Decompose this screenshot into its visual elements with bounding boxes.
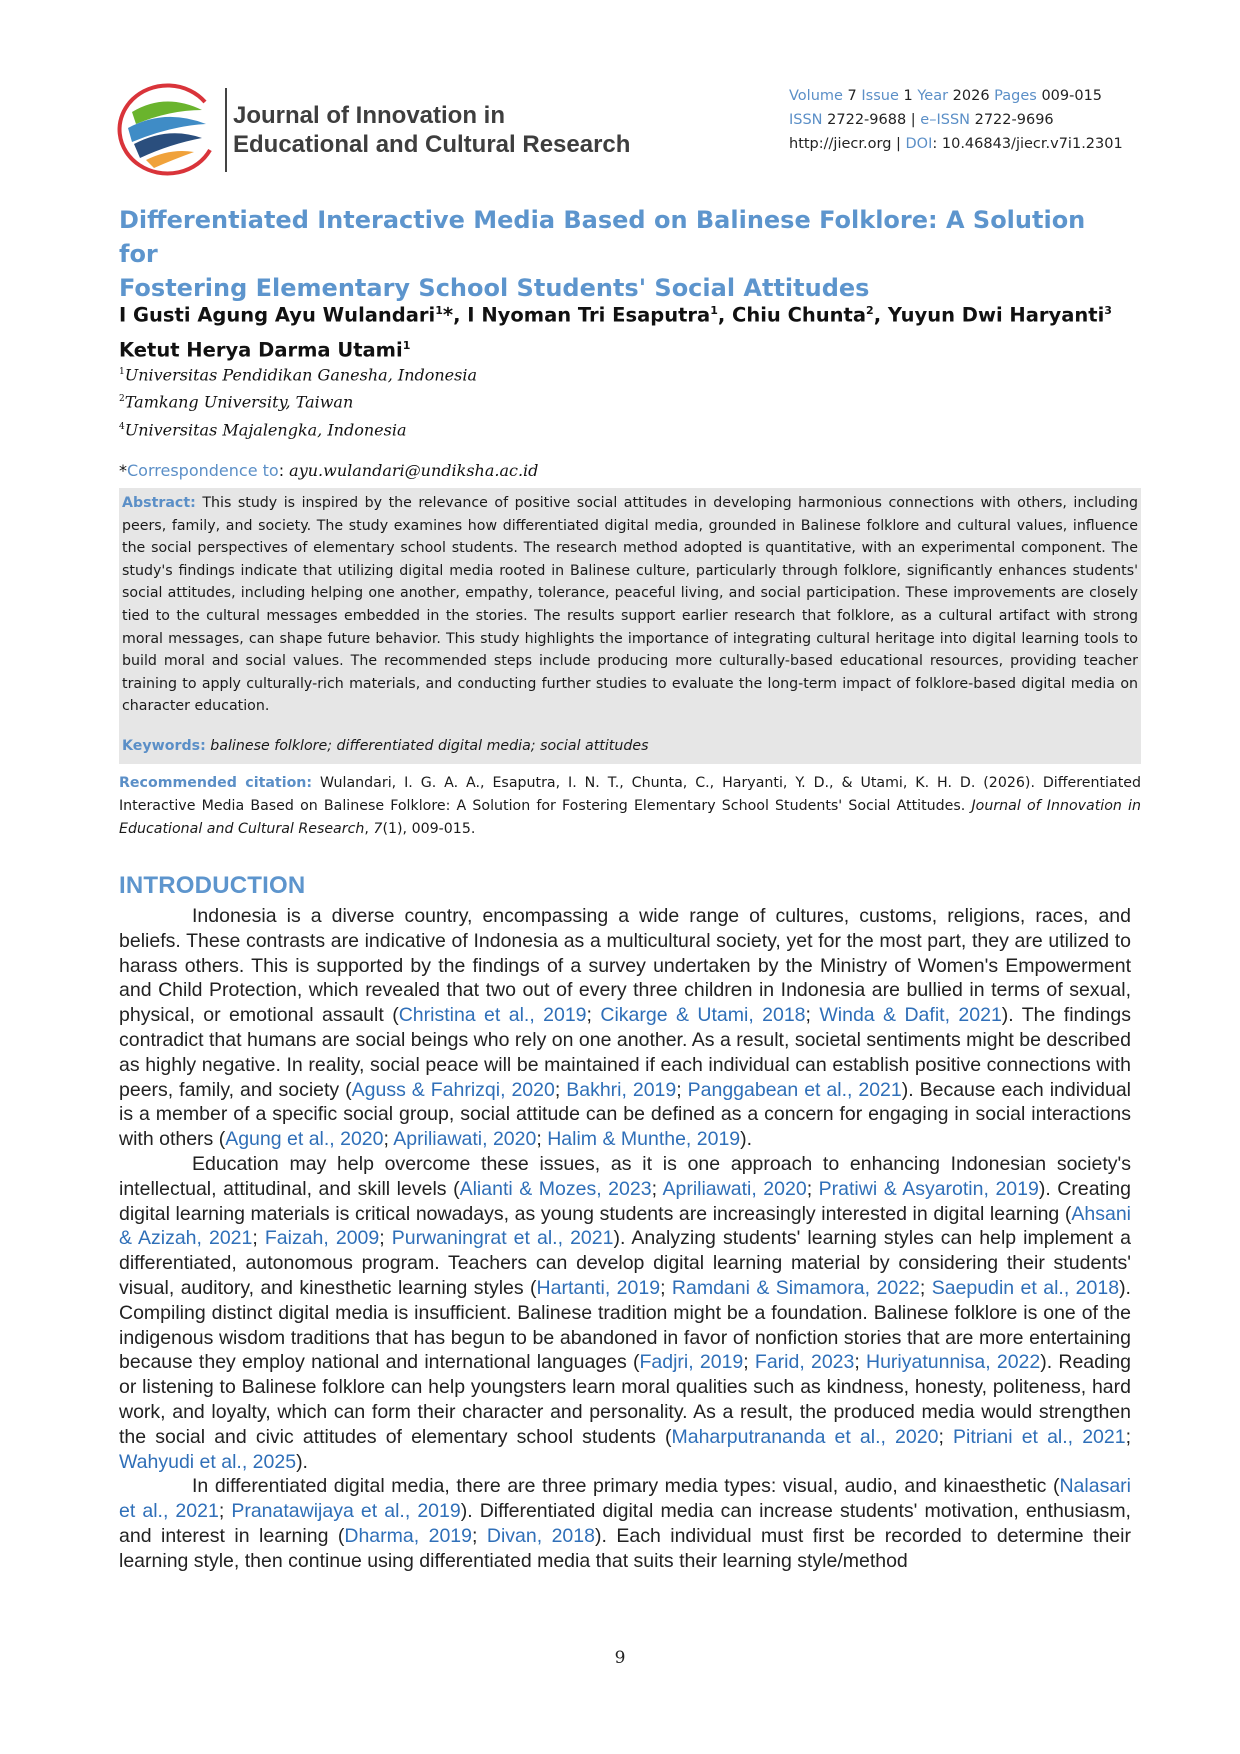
citation-link[interactable]: Apriliawati, 2020 <box>662 1177 807 1200</box>
citation-link[interactable]: Divan, 2018 <box>486 1524 595 1547</box>
correspondence-email[interactable]: ayu.wulandari@undiksha.ac.id <box>289 461 539 480</box>
doi-link[interactable]: : 10.46843/jiecr.v7i1.2301 <box>932 136 1123 152</box>
citation-link[interactable]: Maharputrananda et al., 2020 <box>671 1425 939 1448</box>
body-text-run: ). Reading or listening to Balinese folklore can help youngsters learn moral qualities such as kindness, honesty, politeness, hard work, and loyalty, which can form their character and personality. As a result, the produced media would strengthen the social and civic attitudes of elementary school students ( <box>119 1351 1132 1448</box>
body-text-run: Indonesia is a diverse country, encompassing a wide range of cultures, customs, religions, races, and beliefs. These contrasts are indicative of Indonesia as a multicultural society, yet for the most part, they are utilized to harass others. This is supported by the findings of a survey undertaken by the Ministry of Women's Empowerment and Child Protection, which revealed that two out of every three children in Indonesia are bullied in terms of sexual, physical, or emotional assault ( <box>119 905 1131 1027</box>
citation-link[interactable]: Hartanti, 2019 <box>536 1276 661 1299</box>
body-text-run: ). Each individual must first be recorded to determine their learning style, then continue using differentiated media that suits their learning style/method <box>119 1524 1131 1572</box>
affiliation: $^4$Universitas Majalengka, Indonesia <box>119 419 407 439</box>
citation-link[interactable]: Christina et al., 2019 <box>398 1004 587 1027</box>
citation-link[interactable]: Purwaningrat et al., 2021 <box>391 1227 614 1250</box>
journal-name-line2: Educational and Cultural Research <box>233 131 631 158</box>
citation-link[interactable]: Bakhri, 2019 <box>566 1078 677 1101</box>
citation-link[interactable]: Farid, 2023 <box>754 1351 855 1374</box>
body-text-run: ). The findings contradict that humans are social beings who rely on one another. As a result, societal sentiments might be described as highly negative. In reality, social peace will be maintained if each individual can establish positive connections with peers, family, and society ( <box>119 1004 1131 1101</box>
citation-link[interactable]: Apriliawati, 2020 <box>393 1128 537 1151</box>
affiliations <box>119 360 477 442</box>
citation-link[interactable]: Nalasari et al., 2021 <box>119 1475 1131 1523</box>
page-number: 9 <box>614 1648 626 1668</box>
affiliation: $^1$Universitas Pendidikan Ganesha, Indonesia <box>119 365 478 385</box>
body-text-run: ; <box>383 1128 394 1151</box>
keywords: Keywords: balinese folklore; differentiated digital media; social attitudes <box>122 738 649 754</box>
body-text-run: ; <box>379 1227 392 1250</box>
citation-link[interactable]: Ahsani & Azizah, 2021 <box>119 1202 1131 1250</box>
body-text-run: ; <box>743 1351 755 1374</box>
citation-link[interactable]: Halim & Munthe, 2019 <box>547 1128 741 1151</box>
issn-line: ISSN 2722-9688 | e–ISSN 2722-9696 <box>789 112 1054 128</box>
affiliation: $^2$Tamkang University, Taiwan <box>119 392 354 412</box>
body-text-run: ; <box>252 1227 265 1250</box>
body-text-run: ; <box>586 1004 601 1027</box>
paper-title: Differentiated Interactive Media Based on Balinese Folklore: A Solution for Fostering Elementary School Students' Social Attitudes <box>119 206 1086 302</box>
body-text-run: ; <box>854 1351 866 1374</box>
body-text-run: ). <box>296 1450 308 1473</box>
citation-link[interactable]: Aguss & Fahrizqi, 2020 <box>351 1078 555 1101</box>
body-text-run: ). Differentiated digital media can increase students' motivation, enthusiasm, and interest in learning ( <box>119 1500 1131 1547</box>
citation-link[interactable]: Faizah, 2009 <box>264 1227 380 1250</box>
body-text-run: ; <box>651 1177 663 1200</box>
body-text-run: In differentiated digital media, there are three primary media types: visual, audio, and kinaesthetic ( <box>192 1475 1060 1498</box>
body-text-run: ). Compiling distinct digital media is insufficient. Balinese tradition might be a foundation. Balinese folklore is one of the indigenous wisdom traditions that has begun to be abandoned in favor of nonfiction stories that are more entertaining because they employ national and international languages ( <box>119 1276 1131 1374</box>
citation-link[interactable]: Dharma, 2019 <box>344 1524 472 1547</box>
citation-link[interactable]: Ramdani & Simamora, 2022 <box>671 1276 920 1299</box>
citation-link[interactable]: Cikarge & Utami, 2018 <box>600 1004 806 1027</box>
journal-name <box>233 101 630 159</box>
citation-link[interactable]: Saepudin et al., 2018 <box>931 1276 1120 1299</box>
citation-link[interactable]: Wahyudi et al., 2025 <box>119 1450 297 1473</box>
body-text-run: ). Creating digital learning materials is critical nowadays, as young students are increasingly interested in digital learning ( <box>119 1177 1131 1225</box>
body-text-run: ; <box>536 1128 548 1151</box>
citation-link[interactable]: Panggabean et al., 2021 <box>687 1078 902 1101</box>
author-list <box>119 296 1139 365</box>
body-text-run: ; <box>218 1500 232 1523</box>
issue-metadata <box>789 84 1123 156</box>
abstract: Abstract: This study is inspired by the relevance of positive social attitudes in developing harmonious connections with others, including peers, family, and society. The study examines how differentiated digital media, grounded in Balinese folklore and cultural values, influence the social perspectives of elementary school students. The research method adopted is quantitative, with an experimental component. The study's findings indicate that utilizing digital media rooted in Balinese culture, particularly through folklore, significantly enhances students' social attitudes, including helping one another, empathy, tolerance, peaceful living, and social participation. These improvements are closely tied to the cultural messages embedded in the stories. The results support earlier research that folklore, as a cultural artifact with strong moral messages, can shape future behavior. This study highlights the importance of integrating cultural heritage into digital learning tools to build moral and social values. The recommended steps include producing more culturally-based educational resources, providing teacher training to apply culturally-rich materials, and conducting further studies to evaluate the long-term impact of folklore-based digital media on character education. <box>122 495 1138 715</box>
body-text-run: ; <box>806 1177 819 1200</box>
body-text-run: ). Because each individual is a member of a specific social group, social attitude can be defined as a concern for engaging in social interactions with others ( <box>119 1078 1131 1151</box>
citation-link[interactable]: Winda & Dafit, 2021 <box>819 1004 1002 1027</box>
body-text-run: ; <box>1125 1425 1132 1448</box>
body-text-run: ). <box>740 1128 753 1151</box>
url-doi-line: http://jiecr.org | DOI: 10.46843/jiecr.v7i1.2301 <box>789 136 1123 152</box>
journal-url[interactable]: http://jiecr.org <box>789 136 892 152</box>
volume-line: Volume 7 Issue 1 Year 2026 Pages 009-015 <box>789 88 1103 104</box>
body-text-run: ; <box>805 1004 820 1027</box>
body-text-run: ; <box>660 1276 672 1299</box>
body-text-run: ). Analyzing students' learning styles can help implement a differentiated, autonomous program. Teachers can develop digital learning material by considering their students' visual, auditory, and kinesthetic learning styles ( <box>119 1227 1132 1299</box>
journal-logo-mark <box>110 80 225 180</box>
citation-link[interactable]: Pitriani et al., 2021 <box>952 1425 1126 1448</box>
citation-link[interactable]: Huriyatunnisa, 2022 <box>866 1351 1041 1374</box>
brand-divider <box>225 88 227 172</box>
body-text-run: Education may help overcome these issues, as it is one approach to enhancing Indonesian society's intellectual, attitudinal, and skill levels ( <box>119 1152 1131 1200</box>
journal-name-line1: Journal of Innovation in <box>233 102 505 129</box>
citation-link[interactable]: Pratiwi & Asyarotin, 2019 <box>818 1177 1039 1200</box>
body-text-run: ; <box>938 1425 953 1448</box>
citation-link[interactable]: Agung et al., 2020 <box>225 1128 384 1151</box>
citation-link[interactable]: Pranatawijaya et al., 2019 <box>231 1500 461 1523</box>
authors-line2: Ketut Herya Darma Utami$^1$ <box>119 338 411 361</box>
citation-link[interactable]: Fadjri, 2019 <box>639 1351 744 1374</box>
body-text-run: ; <box>471 1524 487 1547</box>
body-text-run: ; <box>919 1276 932 1299</box>
recommended-citation: Recommended citation: Wulandari, I. G. A. A., Esaputra, I. N. T., Chunta, C., Haryanti, Y. D., & Utami, K. H. D. (2026). Differentiated Interactive Media Based on Balinese Folklore: A Solution for Fostering Elementary School Students' Social Attitudes. Journal of Innovation in Educational and Cultural Research, 7(1), 009-015. <box>119 775 1141 837</box>
paragraph <box>119 1474 1131 1573</box>
citation-link[interactable]: Alianti & Mozes, 2023 <box>459 1177 652 1200</box>
section-heading-introduction: INTRODUCTION <box>119 872 306 899</box>
paragraph <box>119 1152 1131 1474</box>
introduction-body <box>119 904 1131 1574</box>
correspondence: *Correspondence to: ayu.wulandari@undiksha.ac.id <box>119 461 539 480</box>
body-text-run: ; <box>554 1078 567 1101</box>
body-text-run: ; <box>676 1078 688 1101</box>
journal-logo <box>110 80 225 180</box>
paragraph <box>119 904 1131 1152</box>
authors-line1: I Gusti Agung Ayu Wulandari$^1$*, I Nyoman Tri Esaputra$^1$, Chiu Chunta$^2$, Yuyun Dwi Haryanti$^3$ <box>119 303 1112 327</box>
